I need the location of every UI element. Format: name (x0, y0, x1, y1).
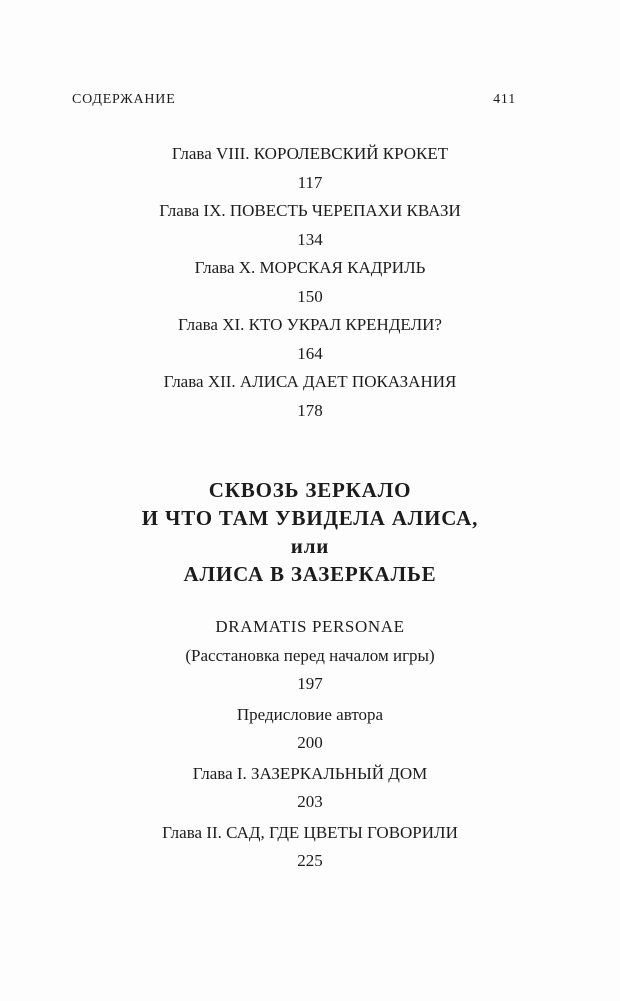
toc-entry-title: Глава VIII. КОРОЛЕВСКИЙ КРОКЕТ (171, 144, 449, 163)
toc-entry-page: 150 (297, 286, 323, 306)
toc-entry (40, 819, 580, 876)
toc-entry-page: 178 (297, 400, 323, 420)
table-of-contents (40, 140, 580, 876)
toc-entry (40, 701, 580, 758)
toc-entry (40, 254, 580, 311)
toc-entry-page: 200 (297, 733, 323, 752)
toc-entry (40, 368, 580, 425)
toc-entry (40, 140, 580, 197)
toc-entry-page: 225 (297, 851, 323, 870)
toc-entry-page: 117 (297, 172, 323, 192)
section-title (40, 476, 580, 588)
toc-entry (40, 760, 580, 817)
toc-entry-subtitle: (Расстановка перед началом игры) (185, 645, 435, 665)
section-title-line: И ЧТО ТАМ УВИДЕЛА АЛИСА, (141, 506, 479, 530)
toc-entry-title: Глава XI. КТО УКРАЛ КРЕНДЕЛИ? (178, 315, 442, 334)
section-title-line: АЛИСА В ЗАЗЕРКАЛЬЕ (183, 562, 437, 586)
toc-entry-title: Глава X. МОРСКАЯ КАДРИЛЬ (194, 258, 426, 277)
toc-entry (40, 613, 580, 699)
running-title: СОДЕРЖАНИЕ (72, 92, 176, 107)
toc-part-looking-glass (40, 613, 580, 876)
toc-entry-page: 197 (297, 674, 323, 693)
toc-entry (40, 197, 580, 254)
toc-entry-page: 134 (297, 229, 323, 249)
section-title-line: СКВОЗЬ ЗЕРКАЛО (208, 478, 412, 502)
page-number: 411 (493, 92, 516, 107)
page-header (72, 92, 516, 108)
toc-entry-title: Глава XII. АЛИСА ДАЕТ ПОКАЗАНИЯ (163, 372, 457, 391)
toc-entry (40, 311, 580, 368)
toc-entry-page: 203 (297, 792, 323, 811)
toc-entry-title: Глава IX. ПОВЕСТЬ ЧЕРЕПАХИ КВАЗИ (159, 201, 461, 220)
toc-entry-title: Глава I. ЗАЗЕРКАЛЬНЫЙ ДОМ (192, 763, 428, 783)
toc-part-wonderland (40, 140, 580, 425)
toc-entry-title: DRAMATIS PERSONAE (215, 617, 405, 636)
section-title-line: или (290, 534, 330, 558)
toc-entry-title: Предисловие автора (236, 704, 384, 724)
toc-entry-title: Глава II. САД, ГДЕ ЦВЕТЫ ГОВОРИЛИ (162, 822, 458, 842)
toc-entry-page: 164 (297, 343, 323, 363)
